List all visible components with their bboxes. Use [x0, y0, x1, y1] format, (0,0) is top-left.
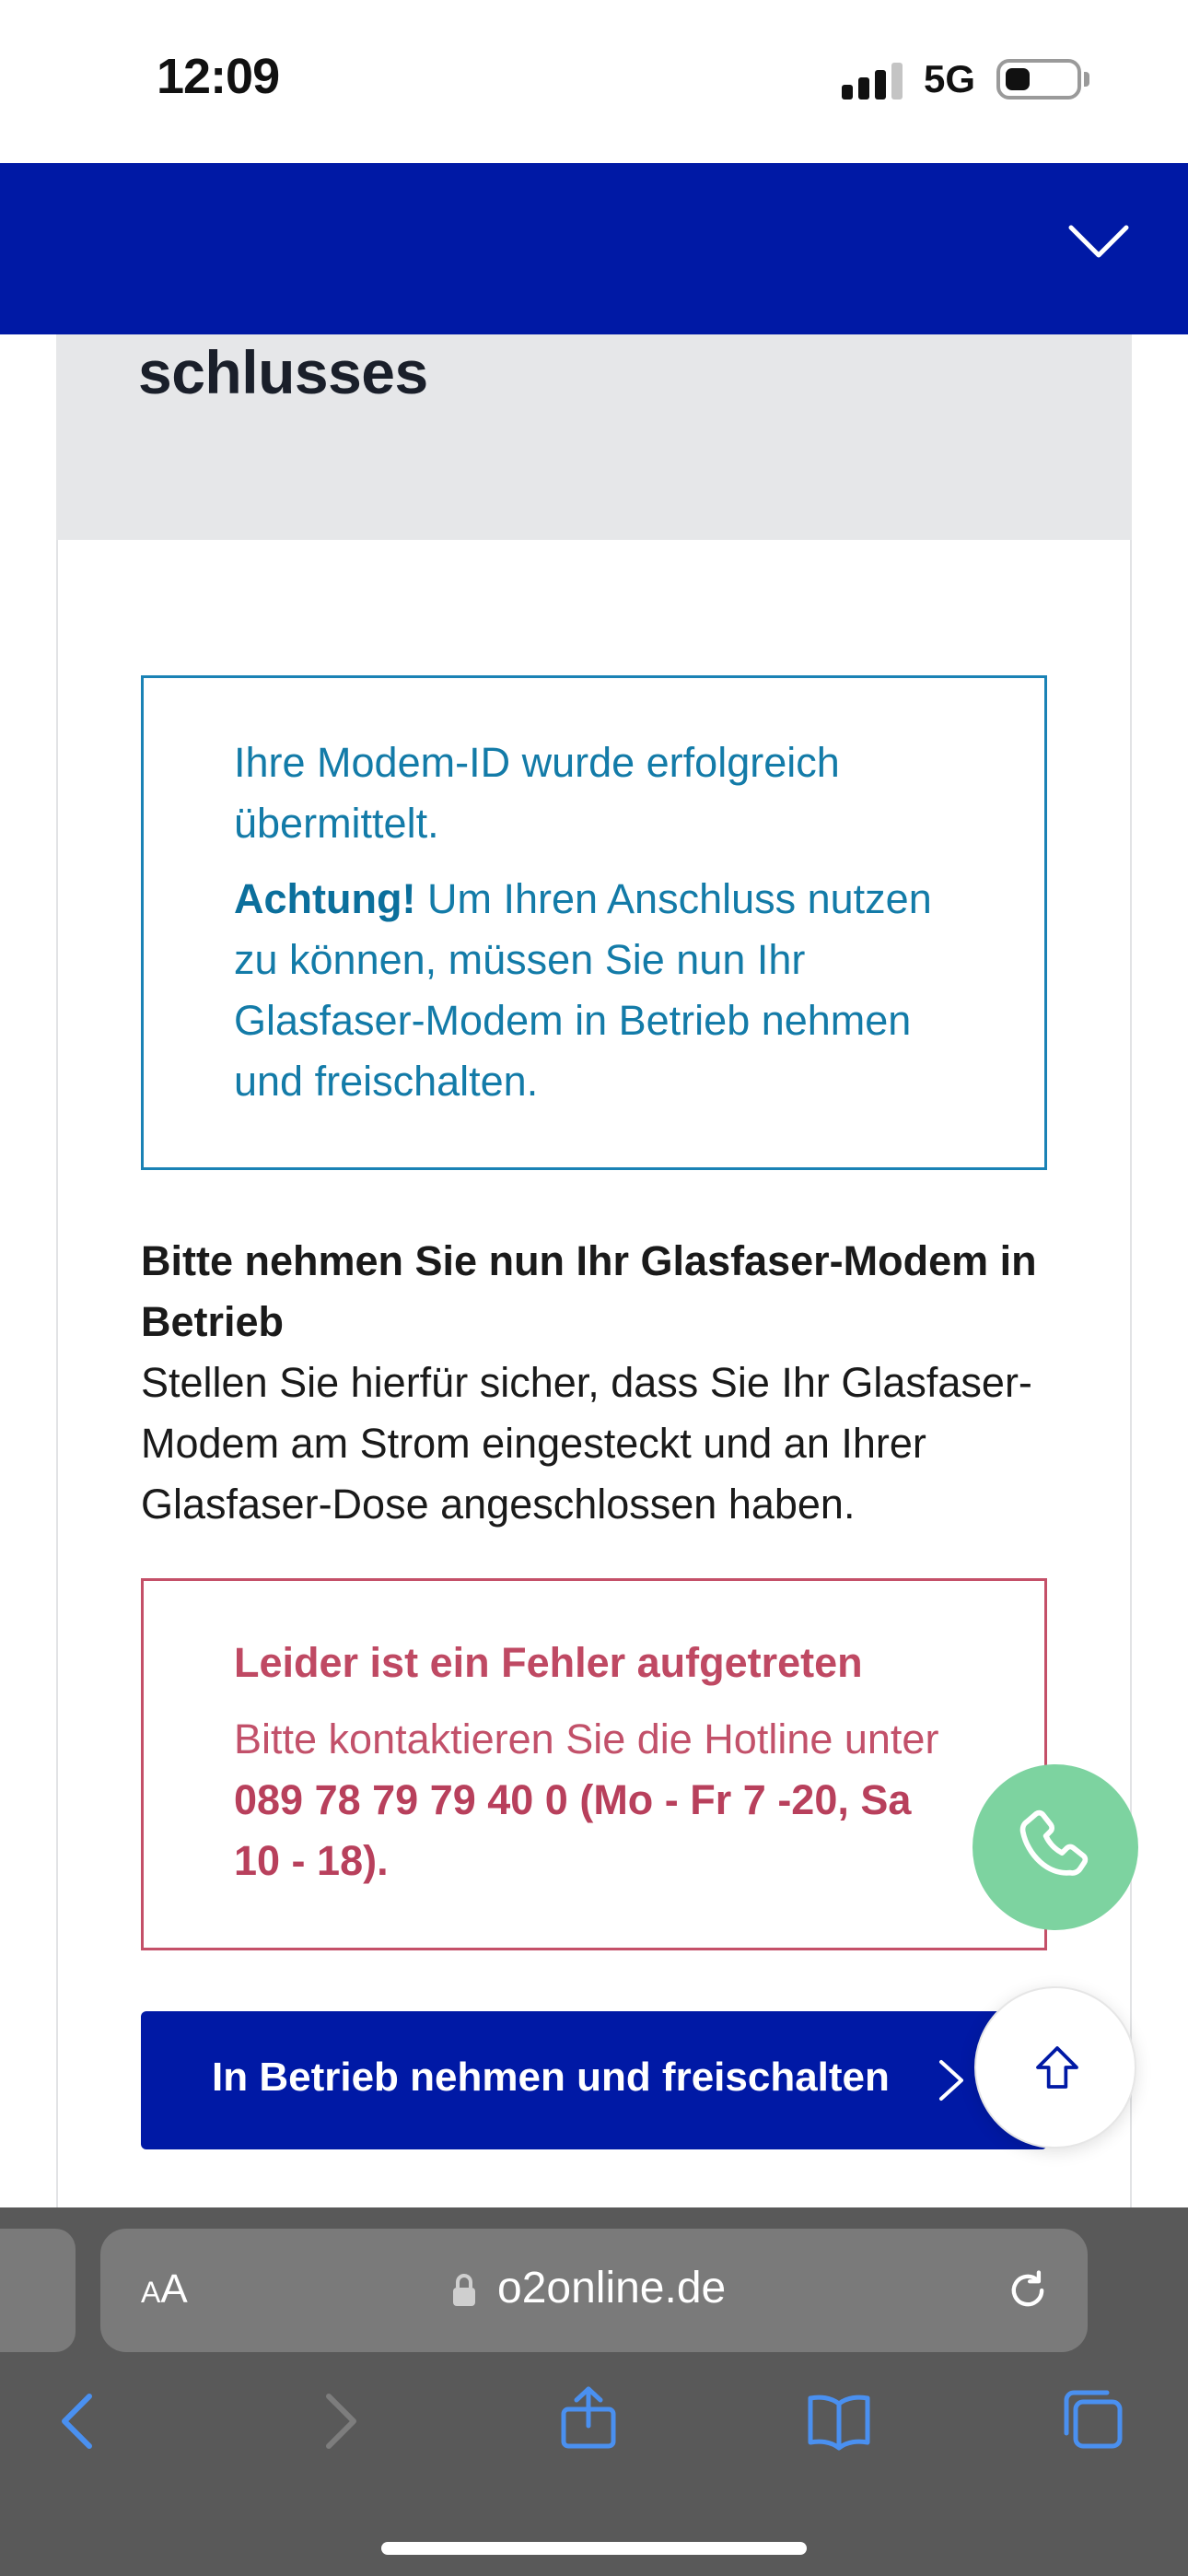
forward-icon[interactable]	[306, 2389, 370, 2453]
chevron-down-icon[interactable]	[1068, 224, 1129, 261]
previous-tab-stub[interactable]	[0, 2229, 76, 2352]
error-title: Leider ist ein Fehler aufgetreten	[234, 1639, 863, 1686]
battery-tip	[1084, 72, 1089, 87]
status-time: 12:09	[157, 49, 280, 104]
status-bar	[0, 0, 1188, 163]
error-message	[234, 1709, 952, 1891]
chevron-right-icon	[938, 2058, 965, 2102]
scroll-to-top-button[interactable]	[974, 1986, 1136, 2149]
text-size-large-label: A	[160, 2266, 188, 2312]
url-text[interactable]: o2online.de	[497, 2264, 727, 2313]
share-icon[interactable]	[556, 2385, 621, 2450]
home-indicator	[381, 2542, 807, 2555]
info-attention-text	[234, 869, 952, 1112]
lock-icon	[450, 2273, 478, 2308]
phone-icon	[1013, 1805, 1098, 1890]
bookmarks-icon[interactable]	[807, 2389, 871, 2453]
network-type: 5G	[924, 57, 976, 100]
page-title: schlusses	[138, 338, 428, 406]
signal-strength-icon	[842, 63, 904, 100]
battery-icon	[996, 59, 1081, 100]
hotline-number: 089 78 79 79 40 0 (Mo - Fr 7 -20, Sa 10 - 18).	[234, 1776, 912, 1884]
tabs-icon[interactable]	[1061, 2387, 1125, 2452]
info-success-text: Ihre Modem-ID wurde erfolgreich übermittelt.	[234, 739, 840, 847]
activate-modem-button-label: In Betrieb nehmen und freischalten	[212, 2055, 890, 2100]
instruction-body: Stellen Sie hierfür sicher, dass Sie Ihr Glasfaser-Modem am Strom eingesteckt und an Ihrer Glasfaser-Dose angeschlossen haben.	[141, 1359, 1032, 1528]
text-size-button[interactable]	[141, 2264, 188, 2318]
instruction-heading: Bitte nehmen Sie nun Ihr Glasfaser-Modem in Betrieb	[141, 1237, 1037, 1345]
attention-label: Achtung!	[234, 875, 416, 922]
attention-message: Um Ihren Anschluss nutzen zu können, müssen Sie nun Ihr Glasfaser-Modem in Betrieb nehmen und freischalten.	[234, 875, 932, 1105]
reload-icon[interactable]	[1004, 2266, 1052, 2314]
back-icon[interactable]	[48, 2389, 112, 2453]
site-header	[0, 163, 1188, 334]
error-message-prefix: Bitte kontaktieren Sie die Hotline unter	[234, 1715, 939, 1762]
text-size-small-label: A	[141, 2276, 161, 2309]
call-hotline-button[interactable]	[973, 1764, 1138, 1930]
arrow-up-icon	[1031, 2042, 1083, 2093]
